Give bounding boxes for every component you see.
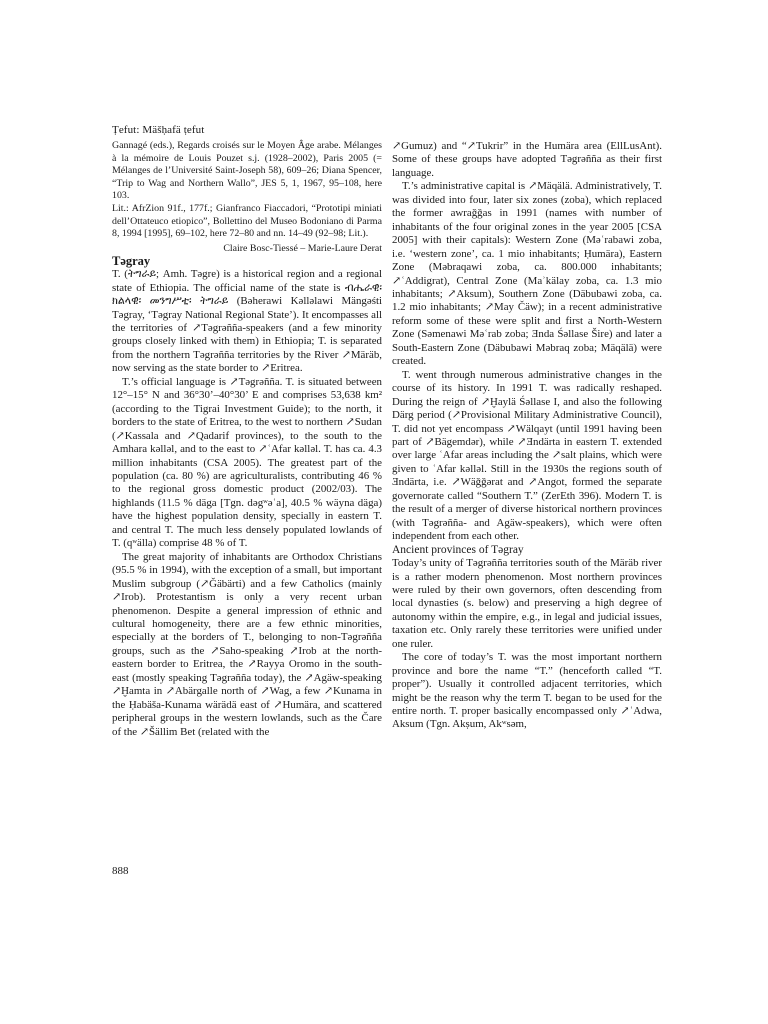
section-heading: Ancient provinces of Təgray bbox=[392, 543, 524, 556]
article-paragraph: The core of today’s T. was the most important northern province and bore the name “T.” (henceforth called “T. proper”). Usually it controlled adjacent territories, which might be the reason why the term T. began to be used for the entire north. T. proper basically encompassed only ↗ʿAdwa, Aksum (Tgn. Akṣum, Akʷsəm, bbox=[392, 651, 662, 731]
article-paragraph: T.’s administrative capital is ↗Mäqälä. Administratively, T. was divided into four, later six zones (zoba), which replaced the former awraǧǧas in 1991 (names with number of inhabitants of the four original zones in the year 2005 [CSA 2005] with their capitals): Western Zone (Məʿrabawi zoba, i.e. ‘western zone’, ca. 1 mio inhabitants; Ḥumära), Eastern Zone (Məbraqawi zoba, ca. 800.000 inhabitants; ↗ʿAddigrat), Central Zone (Maʾkälay zoba, ca. 1.3 mio inhabitants; ↗Aksum), Southern Zone (Däbubawi zoba, ca. 1.2 mio inhabitants; ↗May Čäw); in a recent administrative reform some of these were split and first a North-Western Zone (Səmenawi Məʿrab zoba; Ǝnda Śəllase Šire) and later a South-Eastern Zone (Däbubawi Məbraq zoba; Mäqälä) were created. bbox=[392, 180, 662, 368]
right-column bbox=[392, 140, 662, 732]
article-paragraph: Today’s unity of Təgrəñña territories south of the Märäb river is a rather modern phenomenon. Most northern provinces were ruled by their own governors, often descending from local dynasties (s. below) and preserving a high degree of autonomy within the empire, e.g., in legal and judicial issues, taxation etc. Only rarely these territories were unified under one ruler. bbox=[392, 557, 662, 650]
page-number: 888 bbox=[112, 865, 129, 877]
running-head: Ṭefut: Mäšḥafä ṭefut bbox=[112, 124, 205, 136]
article-paragraph: The great majority of inhabitants are Orthodox Christians (95.5 % in 1994), with the exception of a small, but important Muslim subgroup (↗Ǧäbärti) and a few Catholics (mainly ↗Irob). Protestantism is only a very recent urban phenomenon. Despite a general impression of ethnic and cultural homogeneity, there are a few ethnic minorities, especially at the borders of T., belonging to non-Təgrəñña groups, such as the ↗Saho-speaking ↗Irob at the north-eastern border to Eritrea, the ↗Rayya Oromo in the south-east (mostly speaking Təgrəñña today), the ↗Agäw-speaking ↗Ḫamta in ↗Abärgalle north of ↗Wag, a few ↗Kunama in the Ḥabäša-Kunama wärädä east of ↗Humära, and scattered peripheral groups in the western lowlands, such as the Čare of the ↗Šällim Bet (related with the bbox=[112, 550, 382, 738]
left-column bbox=[112, 140, 382, 739]
literature-references: Lit.: AfrZion 91f., 177f.; Gianfranco Fiaccadori, “Prototipi miniati dell’Ottateuco etiopico”, Bollettino del Museo Bodoniano di Parma 8, 1994 [1995], 69–102, here 72–80 and nn. 14–49 (92–98; Lit.). bbox=[112, 202, 382, 240]
author-signature: Claire Bosc-Tiessé – Marie-Laure Derat bbox=[223, 242, 382, 254]
article-lemma: Təgray bbox=[112, 253, 151, 268]
bibliography-block bbox=[112, 140, 382, 241]
article-paragraph: T. (ትግራይ; Amh. Təgre) is a historical region and a regional state of Ethiopia. The official name of the state is ብሔራዊ፡ ክልላዊ፡ መንግሥቲ፡ ትግራይ (Bəherawi Kəlləlawi Mängəśti Təgray, ‘Təgray National Regional State’). It encompasses all the territories of ↗Təgrəñña-speakers (and a few minority groups closely linked with them) in Ethiopia; T. is separated from the northern Təgrəñña territories by the River ↗Märäb, now serving as the state border to ↗Eritrea. bbox=[112, 268, 382, 375]
article-paragraph: T.’s official language is ↗Təgrəñña. T. is situated between 12°–15° N and 36°30’–40°30’ E and comprises 53,638 km² (according to the Tigrai Investment Guide); to the north, it borders to the state of Eritrea, to the west to northern ↗Sudan (↗Kassala and ↗Qadarif provinces), to the south to the Amhara kəlləl, and to the east to ↗ʿAfar kəlləl. T. has ca. 4.3 million inhabitants (CSA 2005). The greatest part of the population (ca. 80 %) are agriculturalists, contributing 46 % to the regional gross domestic product (2002/03). The highlands (11.5 % däga [Tgn. dəgʷəʿa], 40.5 % wäyna däga) have the highest population density, specially in eastern T. and central T. The much less densely populated lowlands of T. (qʷälla) comprise 48 % of T. bbox=[112, 375, 382, 550]
article-paragraph: T. went through numerous administrative changes in the course of its history. In 1991 T. was radically reshaped. During the reign of ↗Ḫaylä Śəllase I, and also the following Därg period (↗Provisional Military Administrative Council), T. did not yet encompass ↗Wälqayt (until 1991 having been part of ↗Bägemdər), while ↗Ǝndärta in eastern T. extended over large ʿAfar areas including the ↗salt plains, which were given to ʿAfar kəlləl. Still in the 1930s the regions south of Ǝndärta, i.e. ↗Wäǧǧərat and ↗Angot, formed the separate governorate called “Southern T.” (ZerEth 396). Modern T. is the result of a merger of diverse historical northern provinces (with Təgrəñña- and Agäw-speakers), which were often independent from each other. bbox=[392, 368, 662, 543]
article-paragraph: ↗Gumuz) and “↗Tukrir” in the Humära area (EllLusAnt). Some of these groups have adopted Təgrəñña as their first language. bbox=[392, 140, 662, 179]
bibliography-text: Gannagé (eds.), Regards croisés sur le Moyen Âge arabe. Mélanges à la mémoire de Louis Pouzet s.j. (1928–2002), Paris 2005 (= Mélanges de l’Université Saint-Joseph 58), 609–26; Diana Spencer, “Trip to Wag and Northern Wallo”, JES 5, 1, 1967, 95–108, here 103. bbox=[112, 140, 382, 202]
